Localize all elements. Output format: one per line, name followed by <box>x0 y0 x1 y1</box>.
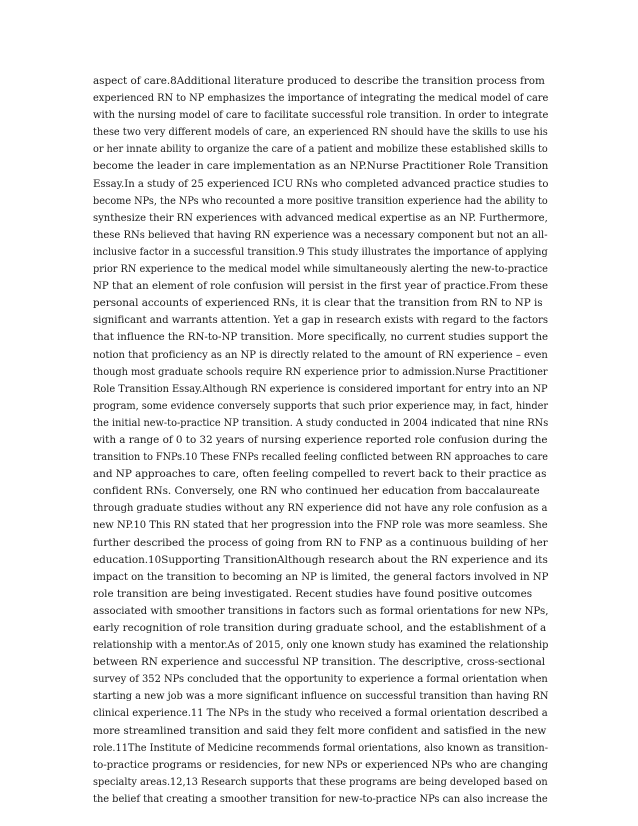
text-line: role.11The Institute of Medicine recommends formal orientations, also known as transition- <box>93 741 548 754</box>
text-line: role transition are being investigated. Recent studies have found positive outcomes <box>93 587 533 600</box>
text-line: significant and warrants attention. Yet a gap in research exists with regard to the factors <box>93 314 549 327</box>
text-line: more streamlined transition and said they felt more confident and satisfied in the new <box>93 724 547 737</box>
text-line: associated with smoother transitions in factors such as formal orientations for new NPs, <box>93 604 549 617</box>
text-line: program, some evidence conversely supports that such prior experience may, in fact, hinder <box>93 399 549 412</box>
text-line: to-practice programs or residencies, for new NPs or experienced NPs who are changing <box>93 758 549 771</box>
text-line: impact on the transition to becoming an NP is limited, the general factors involved in NP <box>93 570 549 583</box>
text-line: early recognition of role transition during graduate school, and the establishment of a <box>93 622 547 634</box>
text-line: the belief that creating a smoother transition for new-to-practice NPs can also increase the <box>93 792 548 805</box>
text-line: transition to FNPs.10 These FNPs recalled feeling conflicted between RN approaches to care <box>93 451 548 464</box>
text-line: between RN experience and successful NP transition. The descriptive, cross-sectional <box>93 656 546 669</box>
text-line: confident RNs. Conversely, one RN who continued her education from baccalaureate <box>93 485 540 498</box>
text-line: personal accounts of experienced RNs, it is clear that the transition from RN to NP is <box>93 297 543 310</box>
text-line: synthesize their RN experiences with advanced medical expertise as an NP. Furthermore, <box>93 211 548 224</box>
text-line: with a range of 0 to 32 years of nursing experience reported role confusion during the <box>93 433 548 446</box>
text-line: that influence the RN-to-NP transition. More specifically, no current studies support the <box>93 331 549 344</box>
text-line: through graduate studies without any RN experience did not have any role confusion as a <box>93 502 548 515</box>
text-line: clinical experience.11 The NPs in the study who received a formal orientation described a <box>93 707 548 720</box>
text-line: and NP approaches to care, often feeling compelled to revert back to their practice as <box>93 468 547 481</box>
text-line: education.10Supporting TransitionAlthough research about the RN experience and its <box>93 553 548 566</box>
text-line: prior RN experience to the medical model while simultaneously alerting the new-to-practice <box>93 263 548 276</box>
text-line: new NP.10 This RN stated that her progression into the FNP role was more seamless. She <box>93 519 548 532</box>
text-line: experienced RN to NP emphasizes the importance of integrating the medical model of care <box>93 92 549 105</box>
text-line: inclusive factor in a successful transition.9 This study illustrates the importance of applying <box>93 245 548 258</box>
text-line: with the nursing model of care to facilitate successful role transition. In order to integrate <box>93 109 549 122</box>
text-line: these RNs believed that having RN experience was a necessary component but not an all- <box>93 228 548 241</box>
text-line: these two very different models of care, an experienced RN should have the skills to use his <box>93 126 548 139</box>
text-line: relationship with a mentor.As of 2015, only one known study has examined the relationship <box>93 639 549 652</box>
text-line: Essay.In a study of 25 experienced ICU RNs who completed advanced practice studies to <box>93 177 549 190</box>
text-line: become NPs, the NPs who recounted a more positive transition experience had the ability to <box>93 194 548 207</box>
text-line: or her innate ability to organize the care of a patient and mobilize these established skills to <box>93 143 548 156</box>
text-line: specialty areas.12,13 Research supports that these programs are being developed based on <box>93 775 548 788</box>
text-line: though most graduate schools require RN experience prior to admission.Nurse Practitioner <box>93 365 548 378</box>
text-line: notion that proficiency as an NP is directly related to the amount of RN experience – even <box>93 348 548 361</box>
text-line: the initial new-to-practice NP transition. A study conducted in 2004 indicated that nine RNs <box>93 416 549 429</box>
text-line: starting a new job was a more significant influence on successful transition than having RN <box>93 690 549 703</box>
text-line: aspect of care.8Additional literature produced to describe the transition process from <box>93 75 545 87</box>
body-text <box>93 73 548 808</box>
text-line: Role Transition Essay.Although RN experience is considered important for entry into an NP <box>93 382 548 395</box>
text-line: further described the process of going from RN to FNP as a continuous building of her <box>93 536 548 549</box>
text-line: survey of 352 NPs concluded that the opportunity to experience a formal orientation when <box>93 673 548 686</box>
text-line: NP that an element of role confusion will persist in the first year of practice.From these <box>93 280 549 293</box>
text-line: become the leader in care implementation as an NP.Nurse Practitioner Role Transition <box>93 160 549 173</box>
